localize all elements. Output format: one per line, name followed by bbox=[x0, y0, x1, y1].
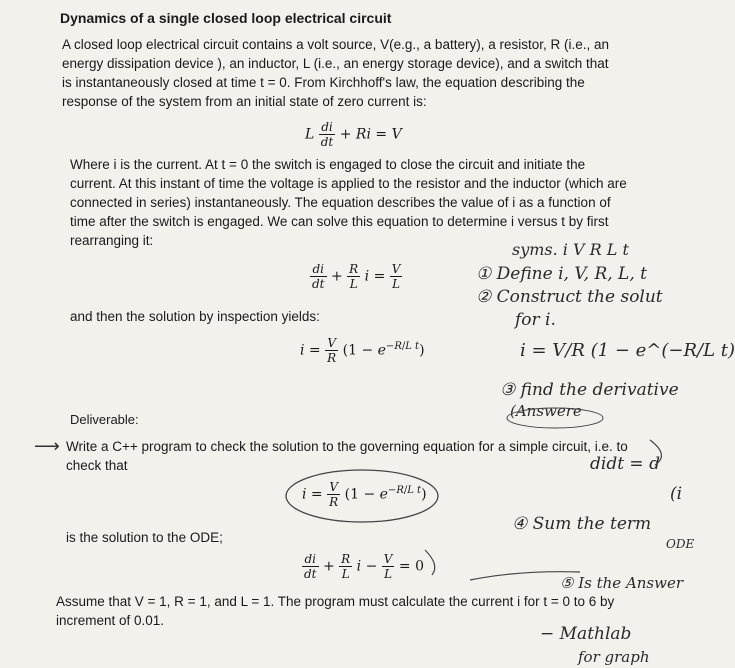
inspection-text: and then the solution by inspection yields: bbox=[70, 309, 320, 324]
handwritten-for-graph: for graph bbox=[578, 648, 650, 666]
governing-equation: L $\frac{di}{dt}$ + Ri = V bbox=[305, 120, 402, 149]
pointer-stroke bbox=[470, 572, 580, 580]
ode-text: is the solution to the ODE; bbox=[66, 530, 223, 545]
circle-around-solution bbox=[286, 470, 438, 522]
solution-equation: i = $\frac{V}{R}$ $(1 - e^{-R/L t})$ bbox=[300, 336, 425, 365]
handwritten-didt: didt = d bbox=[590, 454, 660, 474]
handwritten-step5: ⑤ Is the Answer bbox=[560, 574, 684, 592]
handwritten-step3: ③ find the derivative bbox=[500, 380, 679, 400]
ode-equation: $\frac{di}{dt}$ + $\frac{R}{L}$ i − $\frac{V}{L}$ = 0 bbox=[304, 552, 424, 581]
scribble-stroke bbox=[650, 440, 661, 465]
handwritten-ode: ODE bbox=[666, 537, 695, 551]
rearranged-equation: $\frac{di}{dt}$ + $\frac{R}{L}$ i = $\frac{V}{L}$ bbox=[312, 262, 401, 291]
circle-around-answer bbox=[507, 408, 603, 428]
handwritten-mathlab: − Mathlab bbox=[540, 624, 632, 644]
handwritten-step1: ① Define i, V, R, L, t bbox=[476, 264, 647, 284]
deliverable-paragraph: Write a C++ program to check the solution to the governing equation for a simple circuit, i.e. to check that bbox=[66, 439, 628, 473]
assumption-paragraph: Assume that V = 1, R = 1, and L = 1. The program must calculate the current i for t = 0 to 6 by increment of 0.01. bbox=[56, 594, 615, 628]
deliverable-heading: Deliverable: bbox=[70, 412, 139, 427]
explanation-paragraph: Where i is the current. At t = 0 the switch is engaged to close the circuit and initiate the current. At this instant of time the voltage is applied to the resistor and the inductor (which are connected in series) instantaneously. The equation describes the value of i as a function of time after the switch is engaged. We can solve this equation to determine i versus t by first rearranging it: bbox=[70, 157, 627, 248]
arrow-icon: ⟶ bbox=[34, 436, 60, 456]
check-stroke bbox=[425, 550, 435, 575]
handwritten-for-i: for i. bbox=[515, 310, 556, 330]
handwritten-step4: ④ Sum the term bbox=[512, 514, 652, 534]
handwritten-syms: syms. i V R L t bbox=[512, 240, 629, 259]
document-title: Dynamics of a single closed loop electrical circuit bbox=[60, 10, 392, 26]
handwritten-solution: i = V/R (1 − e^(−R/L t) bbox=[520, 340, 735, 361]
handwritten-answer: (Answere bbox=[510, 402, 582, 420]
handwritten-paren-i: (i bbox=[670, 484, 683, 504]
handwritten-step2: ② Construct the solut bbox=[476, 287, 663, 307]
boxed-solution-equation: i = $\frac{V}{R}$ $(1 - e^{-R/L t})$ bbox=[302, 480, 427, 509]
intro-paragraph: A closed loop electrical circuit contains a volt source, V(e.g., a battery), a resistor, R (i.e., an energy dissipation device ), an inductor, L (i.e., an energy storage device), and a switch that is instantaneously closed at time t = 0. From Kirchhoff's law, the equation describing the response of the system from an initial state of zero current is: bbox=[62, 37, 609, 109]
